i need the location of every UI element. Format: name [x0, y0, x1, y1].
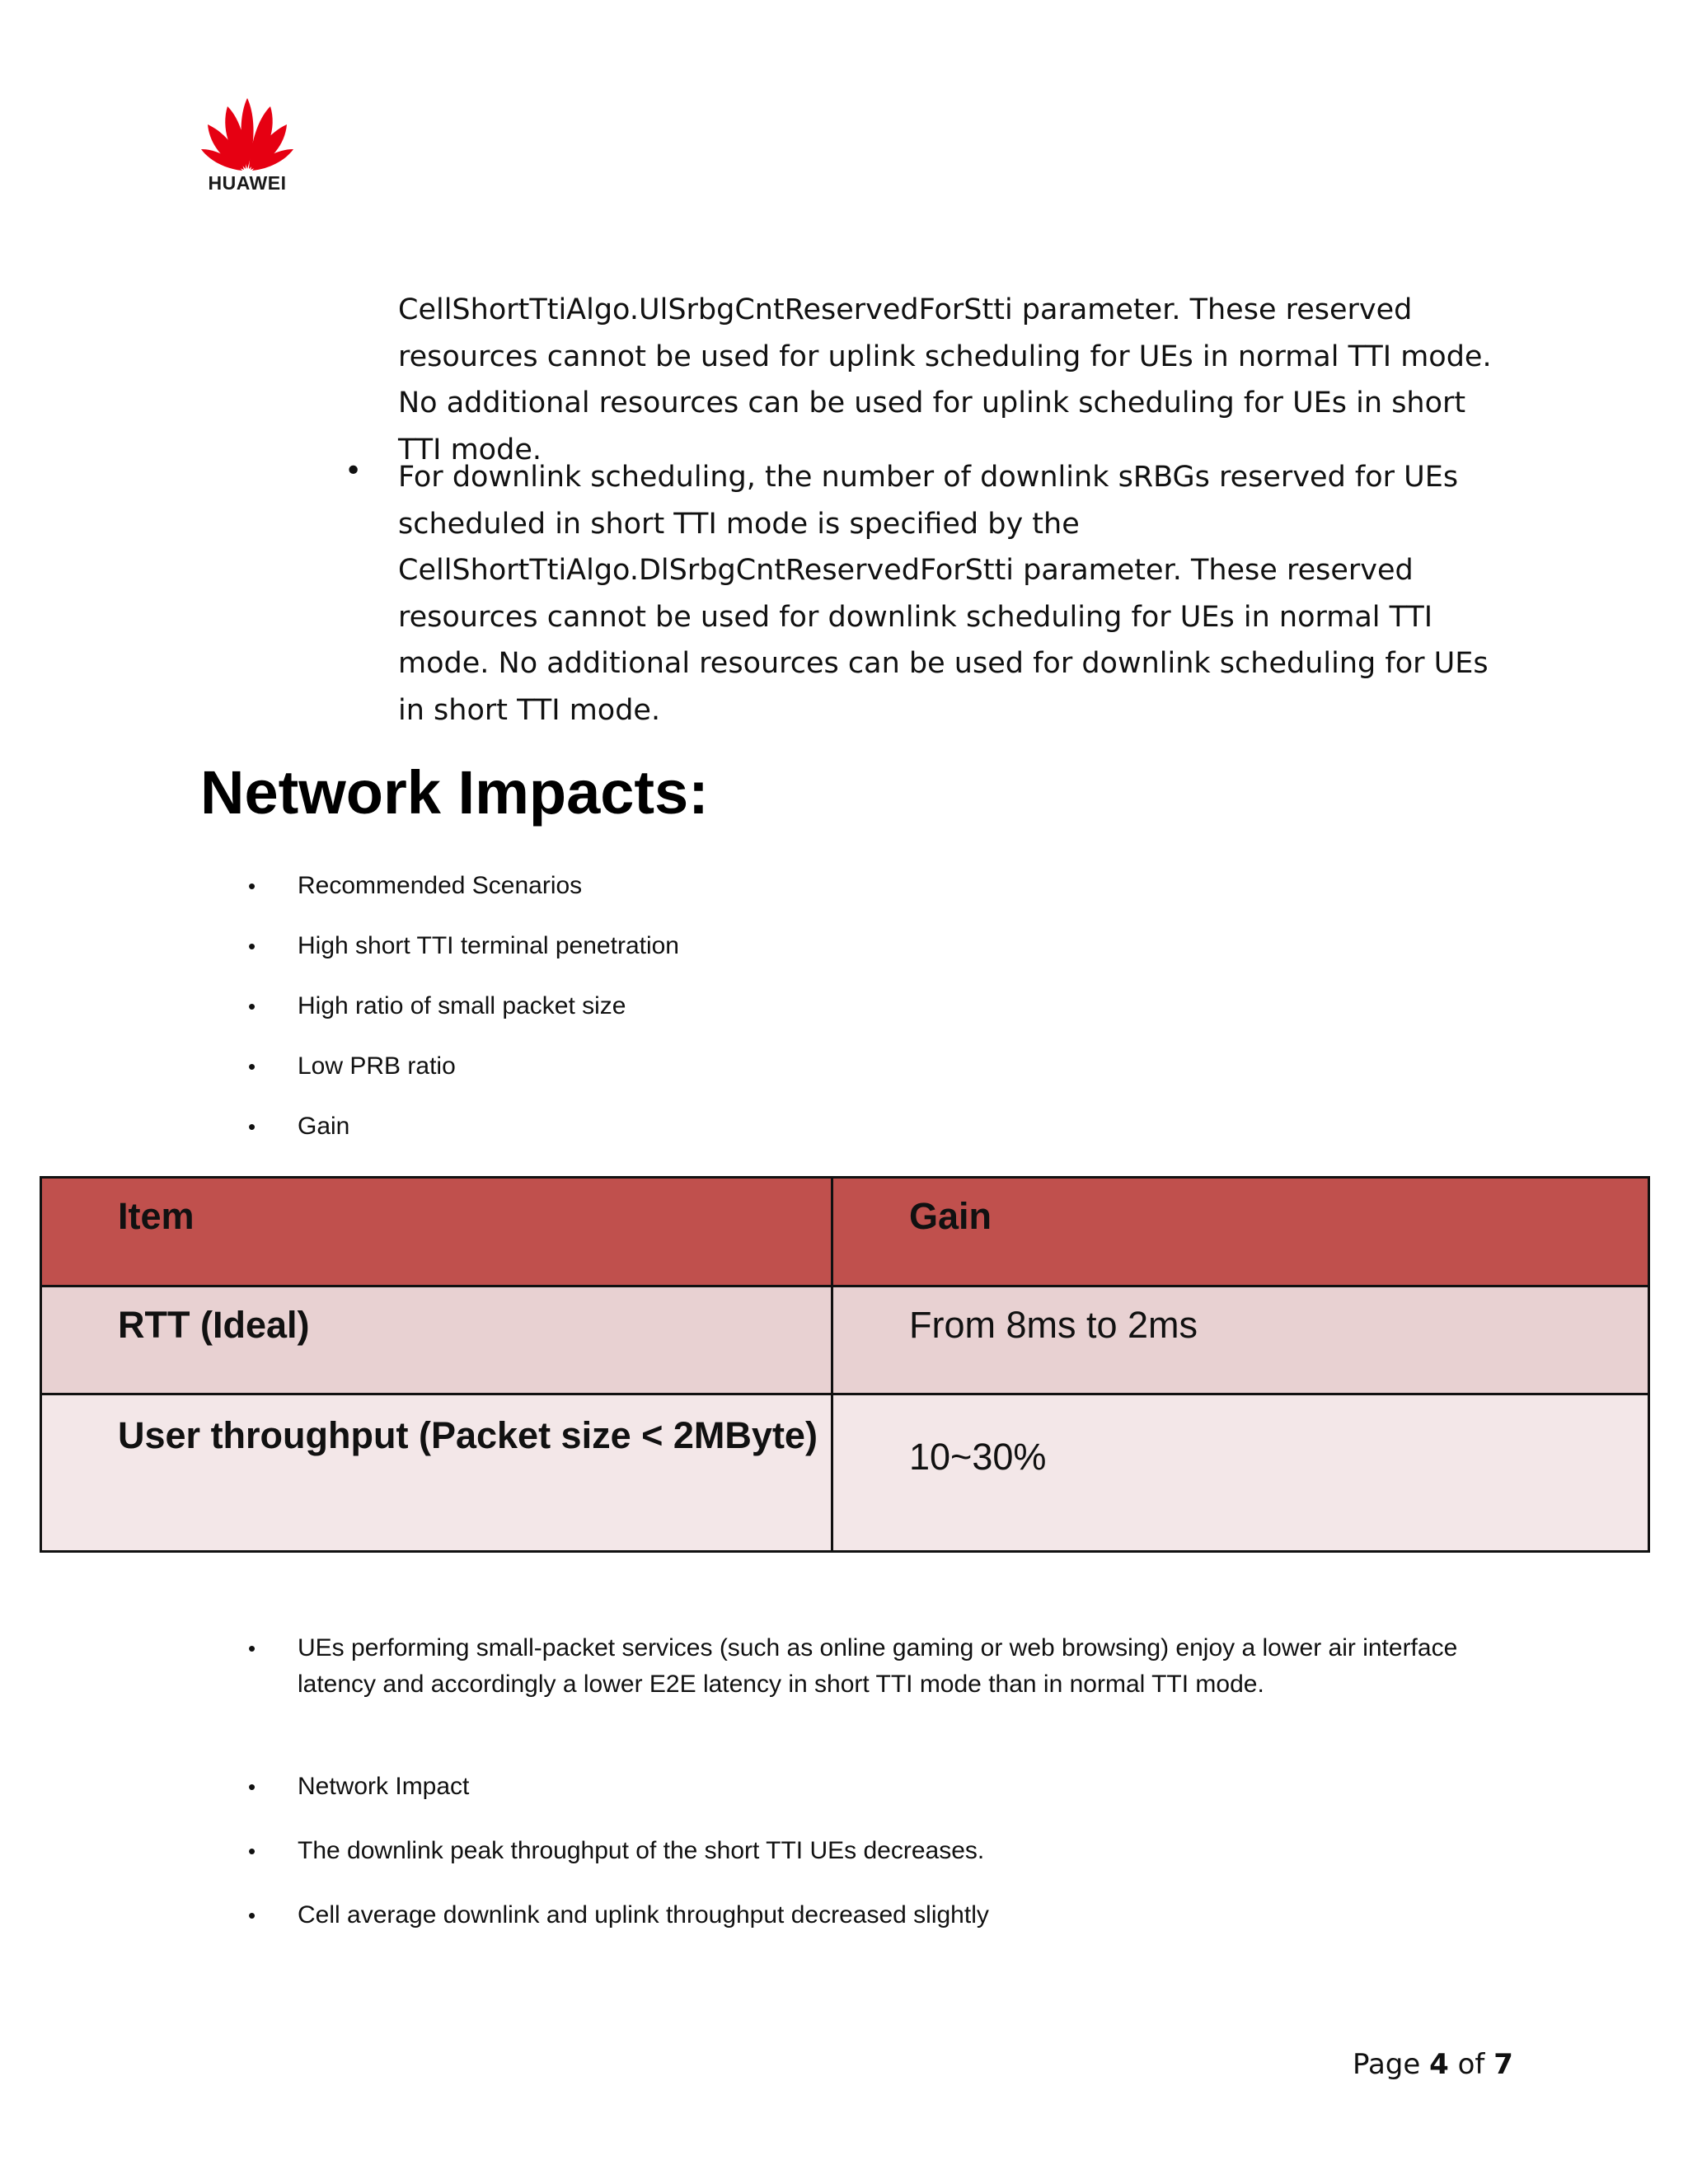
table-row	[41, 1286, 1649, 1394]
bullet-marker: •	[248, 1636, 256, 1661]
list-item: • The downlink peak throughput of the short TTI UEs decreases.	[298, 1833, 1501, 1869]
table-cell-item: RTT (Ideal)	[41, 1286, 832, 1394]
bullet-marker: •	[248, 1054, 256, 1079]
intro-paragraph-continued	[398, 287, 1494, 473]
bullet-downlink	[398, 454, 1494, 733]
table-header-item: Item	[41, 1178, 832, 1286]
bullet-marker: •	[248, 1114, 256, 1139]
list-item: • Low PRB ratio	[298, 1048, 1501, 1085]
list-item: • High short TTI terminal penetration	[298, 928, 1501, 964]
intro-paragraph-text: CellShortTtiAlgo.UlSrbgCntReservedForStti parameter. These reserved resources cannot be used for uplink scheduling for UEs in normal TTI mode. No additional resources can be used for uplink scheduling for UEs in short TTI mode.	[398, 293, 1492, 466]
gain-table	[40, 1176, 1650, 1553]
list-item: • Recommended Scenarios	[298, 868, 1501, 904]
page-current: 4	[1429, 2048, 1449, 2081]
table-header-gain: Gain	[832, 1178, 1649, 1286]
list-item: • High ratio of small packet size	[298, 988, 1501, 1024]
list-item: • Gain	[298, 1108, 1501, 1145]
bullet-downlink-text: For downlink scheduling, the number of downlink sRBGs reserved for UEs scheduled in short TTI mode is specified by the CellShortTtiAlgo.DlSrbgCntReservedForStti parameter. These reserved resources cannot be used for downlink scheduling for UEs in normal TTI mode. No additional resources can be used for downlink scheduling for UEs in short TTI mode.	[398, 461, 1489, 727]
table-row	[41, 1394, 1649, 1552]
bullet-marker: •	[248, 1903, 256, 1928]
list-item: • UEs performing small-packet services (such as online gaming or web browsing) enjoy a lower air interface latency and accordingly a lower E2E latency in short TTI mode than in normal TTI mode.	[298, 1630, 1484, 1703]
table-cell-gain: From 8ms to 2ms	[832, 1286, 1649, 1394]
bullet-marker: •	[248, 1774, 256, 1799]
huawei-petal-logo-icon	[198, 95, 297, 171]
bullet-marker: •	[248, 874, 256, 898]
list-item: • Network Impact	[298, 1769, 1501, 1805]
huawei-logo	[198, 95, 297, 194]
section-title: Network Impacts:	[200, 758, 709, 827]
bullet-marker: •	[248, 1839, 256, 1863]
page-number: Page 4 of 7	[1353, 2048, 1513, 2081]
page-total: 7	[1493, 2048, 1513, 2081]
bullet-marker: •	[345, 454, 363, 488]
bullet-marker: •	[248, 934, 256, 958]
table-header-row	[41, 1178, 1649, 1286]
table-cell-gain: 10~30%	[832, 1394, 1649, 1552]
table-cell-item: User throughput (Packet size < 2MByte)	[41, 1394, 832, 1552]
list-item: • Cell average downlink and uplink throughput decreased slightly	[298, 1897, 1501, 1933]
logo-wordmark: HUAWEI	[208, 172, 287, 194]
bullet-marker: •	[248, 994, 256, 1019]
